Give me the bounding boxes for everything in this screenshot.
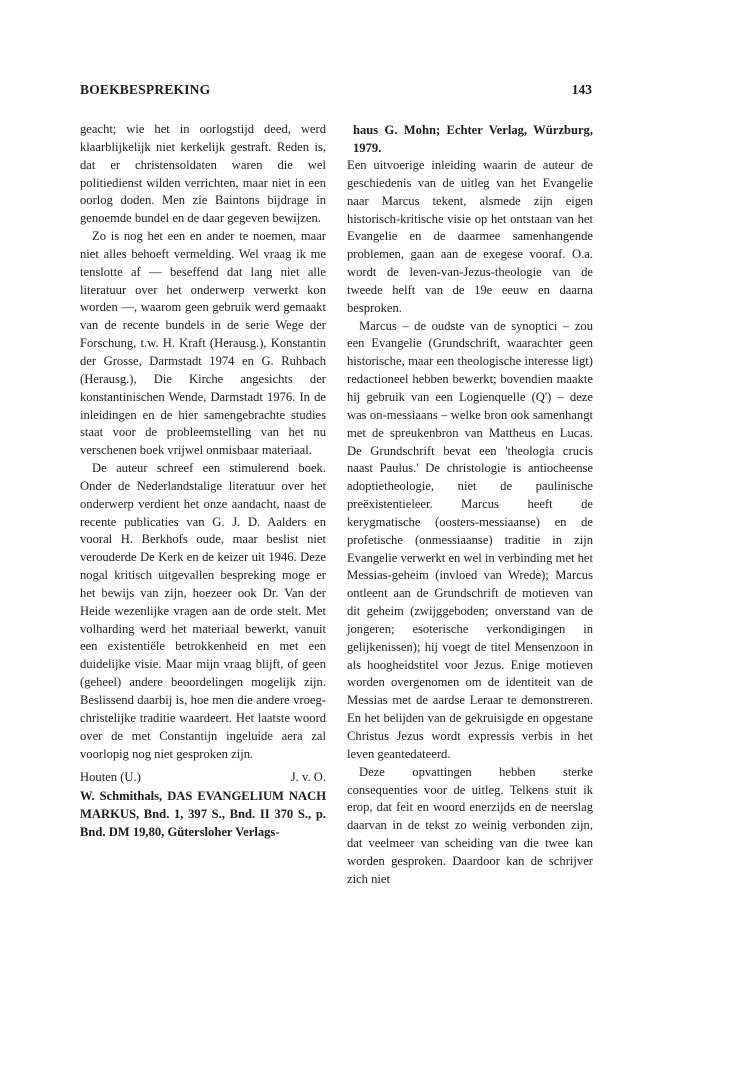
right-column	[347, 121, 593, 889]
signature-initials: J. v. O.	[290, 770, 326, 785]
book-citation: W. Schmithals, DAS EVANGELIUM NACH MARKUS, Bnd. 1, 397 S., Bnd. II 370 S., p. Bnd. DM 19,80, Gütersloher Verlags-	[80, 789, 326, 840]
paragraph: De auteur schreef een stimulerend boek. Onder de Nederlandstalige literatuur over het onderwerp verdient het onze aandacht, naast de recente publicaties van G. J. D. Aalders en vooral H. Berkhofs oude, maar beslist niet verouderde De Kerk en de keizer uit 1946. Deze nogal kritisch uitgevallen bespreking moge er het bewijs van zijn, hoezeer ook Dr. Van der Heide wezenlijke vragen aan de orde stelt. Met volharding werd het materiaal bewerkt, vanuit een existentiële betrokkenheid en met een duidelijke visie. Maar mijn vraag blijft, of geen (geheel) andere beoordelingen mogelijk zijn. Beslissend daarbij is, hoe men die andere vroeg-christelijke traditie waardeert. Het laatste woord over de met Constantijn ingeluide aera zal voorlopig nog niet gesproken zijn.	[80, 461, 326, 761]
paragraph: geacht; wie het in oorlogstijd deed, werd klaarblijkelijk niet kerkelijk gestraft. Reden is, dat er christensoldaten waren die wel politiedienst wilden verrichten, maar niet in een oorlog doden. Men zie Baintons bijdrage in genoemde bundel en de daar gegeven bewijzen.	[80, 122, 326, 226]
signature-place: Houten (U.)	[80, 770, 141, 785]
paragraph: Zo is nog het een en ander te noemen, maar niet alles behoeft vermelding. Wel vraag ik me tenslotte af — beseffend dat lang niet alle literatuur over het onderwerp verwerkt kon worden —, waarom geen gebruik werd gemaakt van de recente bundels in de serie Wege der Forschung, t.w. H. Kraft (Herausg.), Konstantin der Grosse, Darmstadt 1974 en G. Ruhbach (Herausg.), Die Kirche angesichts der konstantinischen Wende, Darmstadt 1976. In de inleidingen en de hier samengebrachte studies staat voor de probleemstelling van het nu verschenen boek vrijwel onmisbaar materiaal.	[80, 229, 326, 458]
left-column	[80, 121, 326, 841]
review-signature	[80, 769, 326, 787]
running-title: BOEKBESPREKING	[80, 82, 211, 97]
book-citation-continued: haus G. Mohn; Echter Verlag, Würzburg, 1979.	[353, 123, 593, 155]
page-header	[80, 82, 592, 102]
paragraph: Een uitvoerige inleiding waarin de auteur de geschiedenis van de uitleg van het Evangelie naar Marcus tekent, alsmede zijn eigen historisch-kritische visie op het ontstaan van het Evangelie en de daarmee samenhangende problemen, gaan aan de exegese vooraf. O.a. wordt de leven-van-Jezus-theologie van de tweede helft van de 19e eeuw en daarna besproken.	[347, 158, 593, 315]
paragraph: Deze opvattingen hebben sterke consequenties voor de uitleg. Telkens stuit ik erop, dat feit en woord enerzijds en de neerslag daarvan in de tekst zo weinig verbonden zijn, dat veelmeer van scheiding van die twee kan worden gesproken. Daardoor kan de schrijver zich niet	[347, 764, 593, 886]
page-number: 143	[571, 82, 592, 97]
paragraph: Marcus – de oudste van de synoptici – zou een Evangelie (Grundschrift, waarachter geen historische, maar een theologische interesse ligt) redactioneel hebben bewerkt; bovendien maakte hij gebruik van een Logienquelle (Q') – deze was on-messiaans – welke bron ook samenhangt met de spreukenbron van Mattheus en Lucas. De Grundschrift bevat een 'theologia crucis naast Paulus.' De christologie is antiocheense adoptietheologie, niet de paulinische preëxistentieleer. Marcus heeft de kerygmatische (oosters-messiaanse) en de profetische (onmessiaanse) traditie in zijn Evangelie verwerkt en wel in verbinding met het Messias-geheim (invloed van Wrede); Marcus ontleent aan de Grundschrift de motieven van dit geheim (zwijggeboden; onverstand van de jongeren; esoterische verkondigingen in gelijkenissen); hij voegt de titel Mensenzoon in als hoogheidstitel voor Jezus. Enige motieven worden overgenomen om de identiteit van de Messias met de aardse Leraar te demonstreren. En het belijden van de gekruisigde en opgestane Christus Jezus wordt expressis verbis in het leven geantedateerd.	[347, 318, 593, 761]
